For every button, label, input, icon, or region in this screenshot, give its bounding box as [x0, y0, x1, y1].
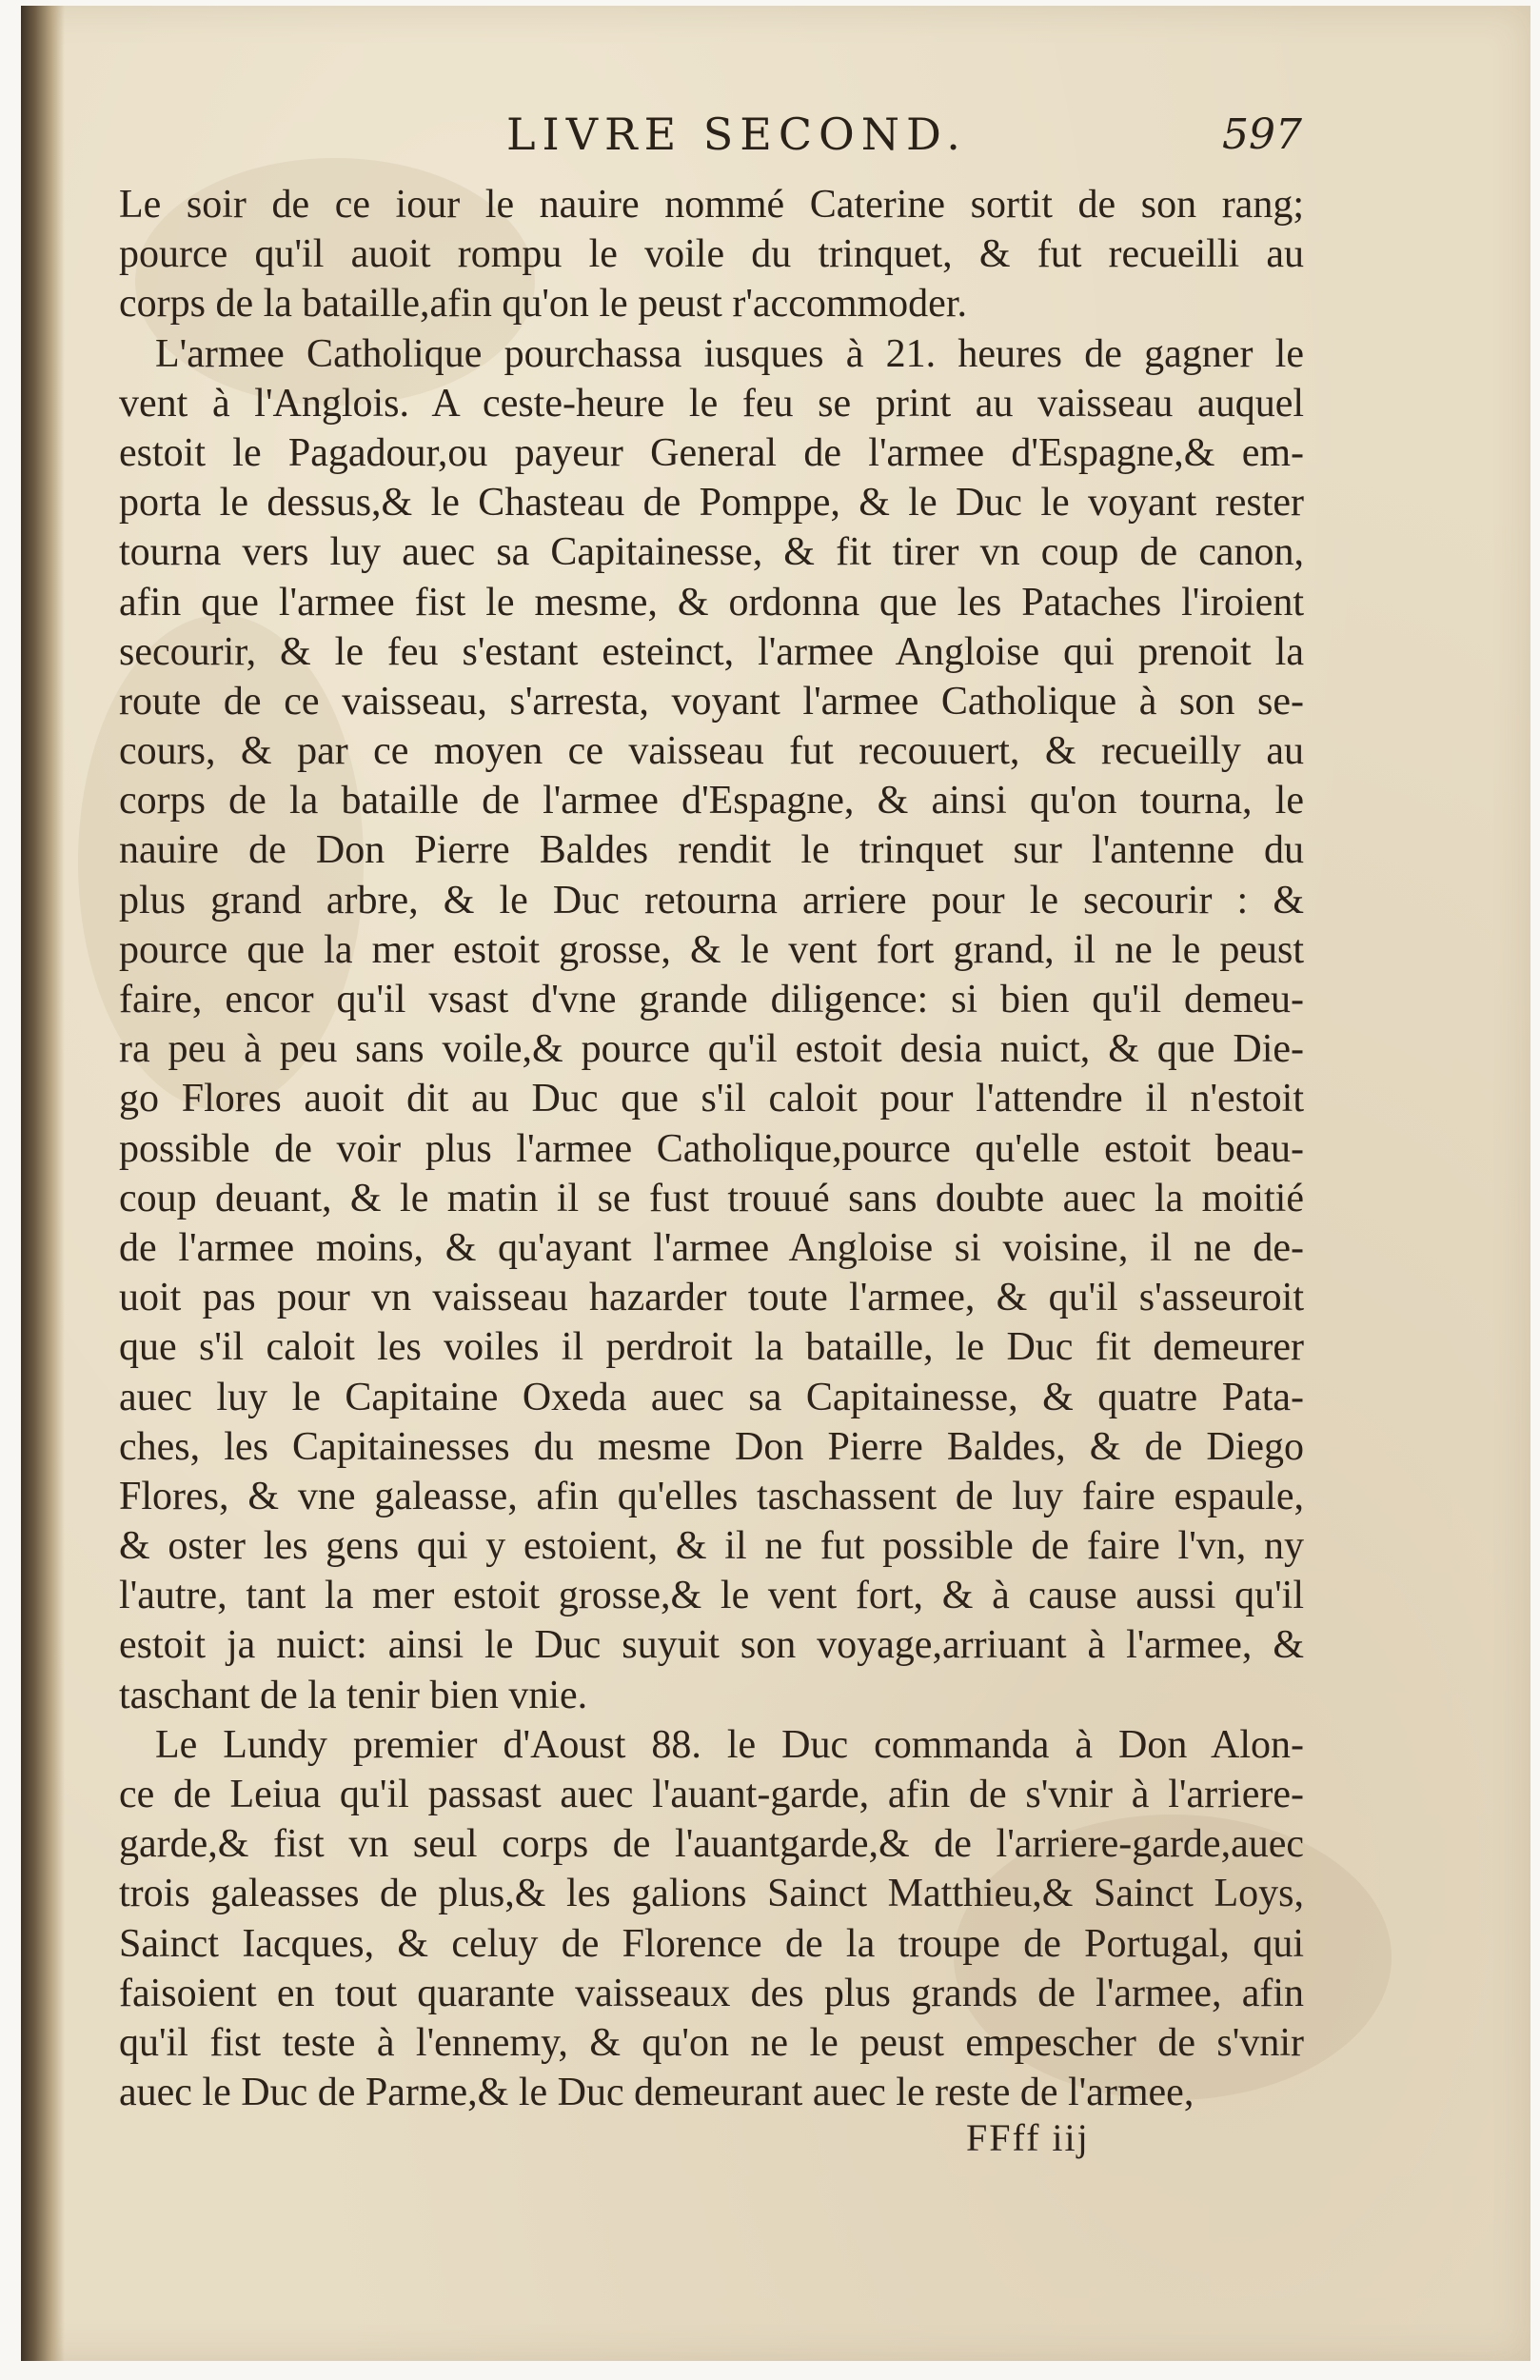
text-line: coup deuant, & le matin il se fust trouué sans doubte auec la moitié [119, 1176, 1304, 1220]
text-line: corps de la bataille de l'armee d'Espagne, & ainsi qu'on tourna, le [119, 779, 1304, 823]
text-line: uoit pas pour vn vaisseau hazarder toute l'armee, & qu'il s'asseuroit [119, 1276, 1304, 1320]
text-line: trois galeasses de plus,& les galions Sainct Matthieu,& Sainct Loys, [119, 1872, 1304, 1916]
paragraph [119, 329, 1304, 1720]
text-line: ches, les Capitainesses du mesme Don Pierre Baldes, & de Diego [119, 1424, 1304, 1469]
text-line: pource que la mer estoit grosse, & le vent fort grand, il ne le peust [119, 927, 1304, 972]
text-line: tourna vers luy auec sa Capitainesse, & fit tirer vn coup de canon, [119, 530, 1304, 575]
text-line: porta le dessus,& le Chasteau de Pomppe, & le Duc le voyant rester [119, 481, 1304, 526]
text-line: corps de la bataille,afin qu'on le peust r'accommoder. [119, 282, 967, 327]
text-line: ce de Leiua qu'il passast auec l'auant-garde, afin de s'vnir à l'arriere- [119, 1773, 1304, 1816]
text-line: estoit le Pagadour,ou payeur General de l'armee d'Espagne,& em- [119, 430, 1304, 475]
text-line: possible de voir plus l'armee Catholique,pource qu'elle estoit beau- [119, 1126, 1304, 1171]
text-line: nauire de Don Pierre Baldes rendit le trinquet sur l'antenne du [119, 828, 1304, 873]
text-line: qu'il fist teste à l'ennemy, & qu'on ne le peust empescher de s'vnir [119, 2020, 1304, 2065]
text-line: de l'armee moins, & qu'ayant l'armee Angloise si voisine, il ne de- [119, 1225, 1304, 1270]
text-line: Flores, & vne galeasse, afin qu'elles taschassent de luy faire espaule, [119, 1474, 1304, 1518]
running-title: LIVRE SECOND. [506, 109, 967, 160]
text-line: Le soir de ce iour le nauire nommé Caterine sortit de son rang; [119, 183, 1304, 227]
text-line: route de ce vaisseau, s'arresta, voyant l'armee Catholique à son se- [119, 679, 1304, 724]
text-line: Le Lundy premier d'Aoust 88. le Duc commanda à Don Alon- [155, 1722, 1304, 1767]
page-number: 597 [1222, 110, 1302, 159]
text-line: & oster les gens qui y estoient, & il ne fut possible de faire l'vn, ny [119, 1524, 1304, 1569]
text-line: faire, encor qu'il vsast d'vne grande diligence: si bien qu'il demeu- [119, 978, 1304, 1021]
text-line: auec le Duc de Parme,& le Duc demeurant auec le reste de l'armee, [119, 2071, 1194, 2115]
signature-mark: FFff iij [966, 2116, 1090, 2159]
paragraph [119, 1720, 1304, 2118]
text-line: pource qu'il auoit rompu le voile du trinquet, & fut recueilli au [119, 232, 1304, 277]
text-line: estoit ja nuict: ainsi le Duc suyuit son voyage,arriuant à l'armee, & [119, 1623, 1304, 1668]
text-line: garde,& fist vn seul corps de l'auantgarde,& de l'arriere-garde,auec [119, 1822, 1304, 1867]
text-line: ra peu à peu sans voile,& pource qu'il estoit desia nuict, & que Die- [119, 1027, 1304, 1072]
page-header [21, 109, 1530, 175]
text-line: plus grand arbre, & le Duc retourna arriere pour le secourir : & [119, 878, 1304, 922]
text-line: cours, & par ce moyen ce vaisseau fut recouuert, & recueilly au [119, 729, 1304, 774]
body-text [119, 180, 1304, 2117]
text-line: vent à l'Anglois. A ceste-heure le feu se print au vaisseau auquel [119, 381, 1304, 426]
text-line: que s'il caloit les voiles il perdroit la bataille, le Duc fit demeurer [119, 1325, 1304, 1370]
text-line: go Flores auoit dit au Duc que s'il caloit pour l'attendre il n'estoit [119, 1077, 1304, 1121]
text-line: Sainct Iacques, & celuy de Florence de la troupe de Portugal, qui [119, 1921, 1304, 1966]
paragraph [119, 180, 1304, 329]
text-line: l'autre, tant la mer estoit grosse,& le vent fort, & à cause aussi qu'il [119, 1574, 1304, 1618]
text-line: faisoient en tout quarante vaisseaux des plus grands de l'armee, afin [119, 1971, 1304, 2015]
text-line: afin que l'armee fist le mesme, & ordonna que les Pataches l'iroient [119, 580, 1304, 625]
book-page [21, 6, 1530, 2361]
text-line: auec luy le Capitaine Oxeda auec sa Capitainesse, & quatre Pata- [119, 1375, 1304, 1419]
text-line: secourir, & le feu s'estant esteinct, l'armee Angloise qui prenoit la [119, 629, 1304, 674]
text-line: L'armee Catholique pourchassa iusques à 21. heures de gagner le [155, 331, 1304, 376]
page-gutter-shadow [21, 6, 65, 2361]
text-line: taschant de la tenir bien vnie. [119, 1673, 588, 1717]
